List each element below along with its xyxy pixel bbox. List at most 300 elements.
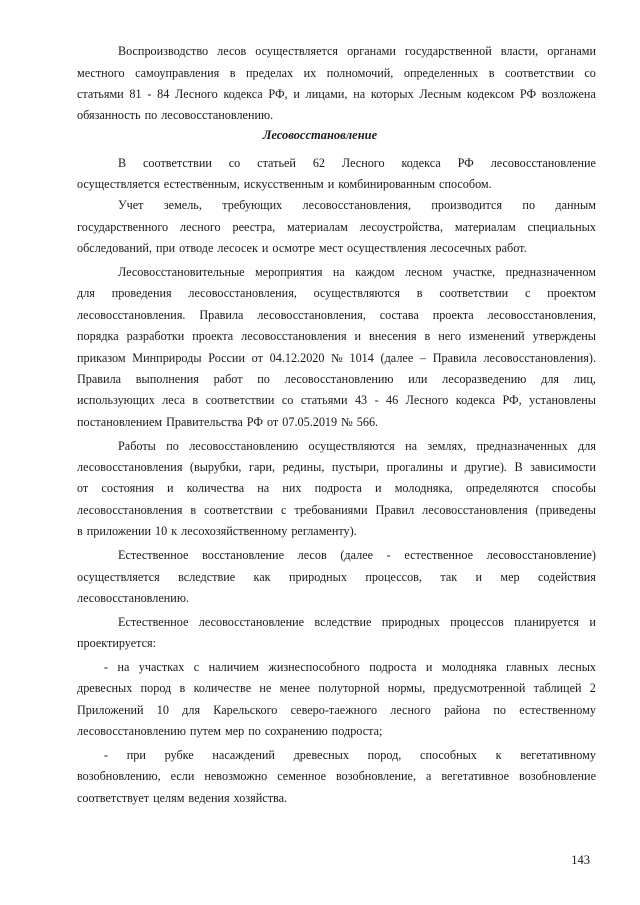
word: проектируется: xyxy=(77,636,157,650)
word: по xyxy=(522,198,536,212)
text-line xyxy=(77,570,596,584)
word: лесовосстановлению. xyxy=(77,591,189,605)
word: планируется xyxy=(514,615,580,629)
word: порядка xyxy=(77,329,119,343)
word: изменений xyxy=(468,329,525,343)
word: лиц, xyxy=(573,372,596,386)
word: от xyxy=(77,481,89,495)
page-number: 143 xyxy=(571,853,590,867)
word: осуществляется xyxy=(77,177,160,191)
word: к xyxy=(171,524,178,538)
word: Лесовосстановительные xyxy=(118,265,245,279)
word: землях, xyxy=(427,439,467,453)
word: лесовосстановления xyxy=(241,329,347,343)
word: соответствии xyxy=(505,66,574,80)
word: подроста xyxy=(314,481,362,495)
word: способом. xyxy=(439,177,492,191)
word: требующих xyxy=(222,198,283,212)
word: если xyxy=(170,769,195,783)
word: определенных xyxy=(403,66,479,80)
word: лесосечных xyxy=(430,241,492,255)
word: по xyxy=(493,703,506,717)
word: вследствие xyxy=(314,615,372,629)
text-line xyxy=(77,393,596,407)
word: так xyxy=(440,570,458,584)
text-line xyxy=(77,636,596,650)
word: жизнеспособного xyxy=(268,660,360,674)
text-line xyxy=(77,591,596,605)
word: - xyxy=(374,393,379,407)
word: Правительства xyxy=(166,415,243,429)
word: определяются xyxy=(465,481,539,495)
word: лесовосстановления, xyxy=(257,308,366,322)
word: главных xyxy=(506,660,549,674)
section-heading: Лесовосстановление xyxy=(262,128,378,142)
word: местного xyxy=(77,66,125,80)
word: способных xyxy=(420,748,477,762)
word: в xyxy=(229,66,236,80)
word: Работы xyxy=(118,439,156,453)
word: нормы, xyxy=(387,681,426,695)
word: предназначенном xyxy=(505,265,596,279)
word: органами xyxy=(547,44,596,58)
word: - xyxy=(104,748,109,762)
word: насаждений xyxy=(212,748,275,762)
word: проекта xyxy=(432,308,474,322)
word: лесовосстановления xyxy=(77,460,183,474)
word: комбинированным xyxy=(338,177,436,191)
word: для xyxy=(77,286,95,300)
word: статьей xyxy=(257,156,296,170)
text-line xyxy=(77,351,596,365)
word: со xyxy=(281,393,294,407)
word: количестве xyxy=(193,681,252,695)
word: обследований, xyxy=(77,241,152,255)
word: не xyxy=(259,681,272,695)
word: Правила xyxy=(77,372,122,386)
text-line xyxy=(77,724,596,738)
word: - xyxy=(147,87,152,101)
word: Приложений xyxy=(77,703,144,717)
word: леса xyxy=(162,393,185,407)
word: 07.05.2019 xyxy=(282,415,338,429)
word: В xyxy=(118,156,127,170)
word: целям xyxy=(153,791,185,805)
word: отводе xyxy=(179,241,214,255)
word: в xyxy=(192,393,199,407)
word: или xyxy=(408,372,428,386)
text-line xyxy=(77,108,596,122)
word: № xyxy=(341,415,353,429)
word: проведения xyxy=(111,286,172,300)
word: осуществляются xyxy=(308,439,395,453)
word: для xyxy=(578,439,596,453)
word: состояния xyxy=(101,481,154,495)
word: наличием xyxy=(208,660,260,674)
word: мер xyxy=(225,724,245,738)
word: лесовосстановлению xyxy=(189,439,299,453)
word: лесовосстановление xyxy=(490,156,596,170)
word: содействия xyxy=(537,570,596,584)
word: приложении xyxy=(86,524,152,538)
word: России xyxy=(208,351,245,365)
word: количества xyxy=(186,481,245,495)
word: лесном xyxy=(404,265,443,279)
word: пород xyxy=(140,681,172,695)
word: на xyxy=(117,660,130,674)
word: утверждены xyxy=(532,329,596,343)
word: лесного xyxy=(180,220,221,234)
text-line xyxy=(77,329,596,343)
word: мест xyxy=(318,241,344,255)
word: вегетативное xyxy=(441,769,510,783)
text-line xyxy=(77,791,596,805)
word: в xyxy=(424,329,431,343)
word: мероприятия xyxy=(254,265,323,279)
word: от xyxy=(251,351,263,365)
word: по xyxy=(144,108,158,122)
word: лесовосстановления xyxy=(77,503,183,517)
word: естественным, xyxy=(163,177,240,191)
word: (далее xyxy=(380,351,414,365)
word: состава xyxy=(379,308,419,322)
word: пород, xyxy=(367,748,402,762)
word: молодняка xyxy=(441,660,497,674)
word: работ xyxy=(213,372,243,386)
word: способы xyxy=(551,481,596,495)
word: таблицей xyxy=(533,681,582,695)
word: мер xyxy=(500,570,520,584)
word: как xyxy=(253,570,271,584)
word: подроста; xyxy=(331,724,383,738)
word: и xyxy=(425,660,433,674)
word: возобновлению, xyxy=(77,769,161,783)
word: зависимости xyxy=(530,460,596,474)
word: приказом xyxy=(77,351,126,365)
word: 84 xyxy=(157,87,170,101)
word: рубке xyxy=(164,748,194,762)
word: каждом xyxy=(355,265,395,279)
word: Лесного xyxy=(341,156,385,170)
word: - xyxy=(104,660,109,674)
text-line xyxy=(118,615,596,629)
word: соответствии xyxy=(143,156,212,170)
word: лесоустройства, xyxy=(359,220,444,234)
text-line xyxy=(118,156,596,170)
word: 04.12.2020 xyxy=(269,351,325,365)
word: кодекса xyxy=(223,87,263,101)
word: осуществляется xyxy=(77,570,160,584)
word: 46 xyxy=(386,393,399,407)
word: другие). xyxy=(464,460,507,474)
word: восстановление xyxy=(202,548,284,562)
word: редины, xyxy=(282,460,325,474)
text-line xyxy=(118,439,596,453)
word: 2 xyxy=(589,681,596,695)
word: в xyxy=(77,524,83,538)
word: путем xyxy=(189,724,221,738)
word: кодекса xyxy=(401,156,441,170)
word: - xyxy=(386,548,391,562)
word: от xyxy=(267,415,279,429)
word: на xyxy=(257,481,270,495)
word: 43 xyxy=(354,393,368,407)
word: молодняка, xyxy=(394,481,453,495)
word: работ. xyxy=(495,241,527,255)
word: Лесного xyxy=(175,87,218,101)
word: участках xyxy=(138,660,185,674)
word: установлены xyxy=(529,393,596,407)
text-line xyxy=(77,87,596,101)
word: (приведены xyxy=(535,503,596,517)
word: в xyxy=(179,681,186,695)
word: для xyxy=(182,703,201,717)
text-line xyxy=(77,524,596,538)
text-line xyxy=(77,308,596,322)
word: РФ xyxy=(457,156,474,170)
word: лесовосстановления xyxy=(422,503,528,517)
word: осмотре xyxy=(272,241,315,255)
word: реестра, xyxy=(232,220,276,234)
word: на xyxy=(405,439,418,453)
word: и xyxy=(375,481,382,495)
word: соответствует xyxy=(77,791,150,805)
text-line xyxy=(77,66,596,80)
word: в xyxy=(416,286,423,300)
text-line xyxy=(118,265,596,279)
word: РФ xyxy=(246,415,263,429)
word: 1014 xyxy=(349,351,374,365)
word: процессов, xyxy=(365,570,422,584)
word: лесов xyxy=(297,548,327,562)
word: постановлением xyxy=(77,415,163,429)
word: предусмотренной xyxy=(433,681,526,695)
word: лесных xyxy=(557,660,596,674)
word: в xyxy=(488,66,495,80)
word: вследствие xyxy=(178,570,236,584)
word: производится xyxy=(431,198,503,212)
word: проектом xyxy=(547,286,596,300)
word: РФ xyxy=(519,87,537,101)
word: которых xyxy=(370,87,414,101)
word: со xyxy=(584,66,596,80)
word: Правила xyxy=(432,351,477,365)
word: статьями xyxy=(77,87,124,101)
word: соответствии xyxy=(205,393,275,407)
word: на xyxy=(353,87,366,101)
word: лесовосстановления, xyxy=(188,286,297,300)
word: Естественное xyxy=(118,548,189,562)
word: и xyxy=(354,329,362,343)
word: лесовосстановлению xyxy=(284,372,394,386)
word: 10 xyxy=(155,524,168,538)
word: к xyxy=(495,748,502,762)
word: осуществления xyxy=(347,241,427,255)
word: Правил xyxy=(375,503,415,517)
word: лесовосстановления. xyxy=(77,308,186,322)
word: возобновление xyxy=(519,769,596,783)
word: при xyxy=(155,241,176,255)
word: лесов xyxy=(217,44,247,58)
word: естественному xyxy=(519,703,596,717)
word: соответствии xyxy=(204,503,273,517)
word: и xyxy=(475,570,483,584)
word: проекта xyxy=(192,329,234,343)
word: возложена xyxy=(541,87,596,101)
word: материалам xyxy=(454,220,516,234)
word: осуществляются xyxy=(313,286,400,300)
word: предназначенных xyxy=(476,439,568,453)
word: пустыри, xyxy=(331,460,380,474)
word: них xyxy=(282,481,302,495)
word: древесных xyxy=(77,681,133,695)
word: материалам xyxy=(287,220,348,234)
word: с xyxy=(524,286,531,300)
word: процессов xyxy=(450,615,504,629)
text-line xyxy=(77,681,596,695)
word: менее xyxy=(279,681,311,695)
word: невозможно xyxy=(204,769,268,783)
word: древесных xyxy=(293,748,349,762)
text-line xyxy=(77,241,596,255)
word: (далее xyxy=(340,548,374,562)
word: подроста xyxy=(369,660,417,674)
word: северо-таежного xyxy=(290,703,378,717)
word: лесосек xyxy=(217,241,258,255)
word: лицами, xyxy=(305,87,348,101)
word: земель, xyxy=(163,198,202,212)
text-line xyxy=(77,703,596,717)
word: искусственным xyxy=(243,177,324,191)
word: самоуправления xyxy=(135,66,220,80)
word: и xyxy=(327,177,335,191)
word: с xyxy=(280,503,287,517)
word: Воспроизводство xyxy=(118,44,209,58)
word: по xyxy=(248,724,261,738)
word: возобновление, xyxy=(336,769,417,783)
word: и xyxy=(450,460,458,474)
word: 566. xyxy=(356,415,379,429)
word: лесовосстановлению. xyxy=(161,108,274,122)
text-line xyxy=(77,415,596,429)
word: для xyxy=(541,372,560,386)
word: при xyxy=(126,748,146,762)
word: природных xyxy=(288,570,347,584)
text-line xyxy=(77,177,596,191)
word: (вырубки, xyxy=(189,460,242,474)
text-line xyxy=(77,220,596,234)
word: лесовосстановления, xyxy=(302,198,412,212)
word: кодекса xyxy=(455,393,496,407)
word: полномочий, xyxy=(326,66,394,80)
word: природных xyxy=(381,615,440,629)
text-line xyxy=(77,481,596,495)
word: обязанность xyxy=(77,108,141,122)
word: их xyxy=(303,66,317,80)
word: статьями xyxy=(300,393,348,407)
word: РФ, xyxy=(268,87,288,101)
word: внесения xyxy=(368,329,417,343)
word: гари, xyxy=(248,460,276,474)
word: со xyxy=(228,156,241,170)
word: специальных xyxy=(527,220,596,234)
word: а xyxy=(425,769,432,783)
text-line xyxy=(104,748,596,762)
word: разработки xyxy=(126,329,185,343)
word: с xyxy=(193,660,200,674)
word: 62 xyxy=(312,156,326,170)
word: вегетативному xyxy=(520,748,596,762)
word: пределах xyxy=(246,66,294,80)
word: использующих xyxy=(77,393,155,407)
word: ведения xyxy=(188,791,230,805)
word: В xyxy=(514,460,523,474)
word: 81 xyxy=(129,87,142,101)
word: № xyxy=(331,351,343,365)
text-line xyxy=(77,372,596,386)
word: государственного xyxy=(77,220,169,234)
word: данным xyxy=(555,198,596,212)
word: лесовосстановление) xyxy=(486,548,596,562)
word: органами xyxy=(347,44,396,58)
word: Минприроды xyxy=(132,351,202,365)
word: Учет xyxy=(118,198,144,212)
word: – xyxy=(419,351,427,365)
word: него xyxy=(438,329,461,343)
word: Лесным xyxy=(419,87,462,101)
word: государственной xyxy=(404,44,492,58)
word: участке, xyxy=(452,265,496,279)
text-line xyxy=(77,286,596,300)
text-line xyxy=(77,460,596,474)
word: лесного xyxy=(390,703,431,717)
text-line xyxy=(118,198,596,212)
word: осуществляется xyxy=(255,44,339,58)
word: лесоразведению xyxy=(442,372,527,386)
word: сохранению xyxy=(264,724,328,738)
word: лесохозяйственному xyxy=(181,524,288,538)
word: требованиями xyxy=(294,503,368,517)
text-line xyxy=(118,44,596,58)
word: Естественное xyxy=(118,615,189,629)
text-line xyxy=(118,548,596,562)
word: кодексом xyxy=(466,87,515,101)
word: Карельского xyxy=(213,703,278,717)
word: лесовосстановления). xyxy=(483,351,596,365)
word: по xyxy=(257,372,270,386)
text-line xyxy=(104,660,596,674)
word: полуторной xyxy=(318,681,380,695)
word: района xyxy=(444,703,481,717)
text-line xyxy=(77,503,596,517)
word: лесовосстановление xyxy=(198,615,305,629)
word: РФ, xyxy=(502,393,522,407)
word: выполнения xyxy=(135,372,199,386)
word: Правила xyxy=(199,308,244,322)
word: на xyxy=(332,265,345,279)
word: в xyxy=(190,503,197,517)
word: власти, xyxy=(500,44,539,58)
word: соответствии xyxy=(439,286,509,300)
word: по xyxy=(166,439,179,453)
word: лесовосстановлению xyxy=(77,724,186,738)
word: 10 xyxy=(156,703,169,717)
word: семенное xyxy=(277,769,327,783)
word: и xyxy=(589,615,596,629)
word: и xyxy=(261,241,269,255)
word: Лесного xyxy=(405,393,449,407)
text-line xyxy=(77,769,596,783)
